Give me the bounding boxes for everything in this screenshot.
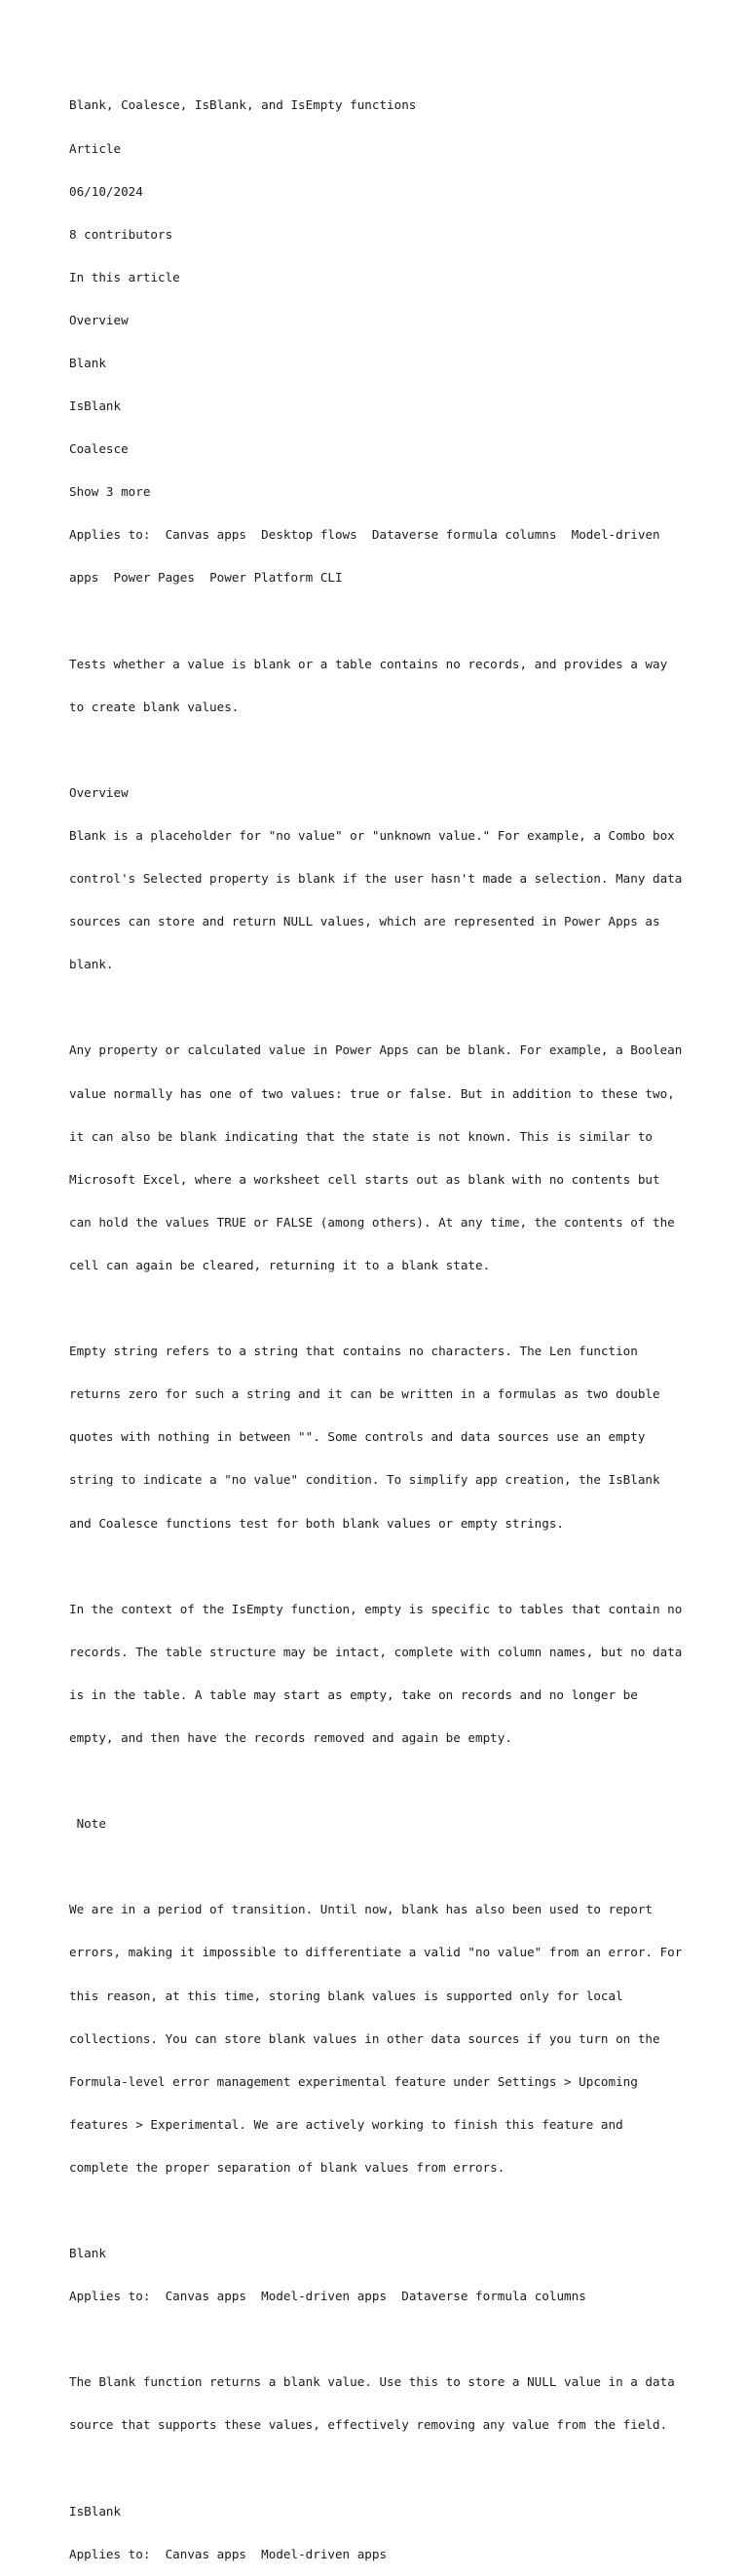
overview-heading: Overview [69,784,129,800]
contributors-link[interactable]: 8 contributors [69,226,173,242]
toc-item-blank[interactable]: Blank [69,355,106,370]
applies-model-driven-apps[interactable]: Model-driven apps [261,2546,388,2561]
paragraph-line: blank. [69,957,114,972]
show-more-button[interactable]: Show 3 more [69,484,151,500]
toc-item-overview[interactable]: Overview [69,312,129,327]
applies-to-label: Applies to: [69,2289,151,2304]
article-body [69,70,692,2576]
applies-desktop-flows[interactable]: Desktop flows [261,527,357,543]
paragraph-line: cell can again be cleared, returning it to a blank state. [69,1257,491,1272]
applies-model-driven-apps[interactable]: Model-driven apps [261,2289,388,2304]
article-type: Article [69,140,122,156]
paragraph-line: is in the table. A table may start as empty, take on records and no longer be [69,1686,638,1702]
applies-to-label: Applies to: [69,2546,151,2561]
note-line: errors, making it impossible to differentiate a valid "no value" from an error. For [69,1945,683,1960]
paragraph-line: value normally has one of two values: true or false. But in addition to these two, [69,1085,675,1101]
applies-power-platform-cli[interactable]: Power Platform CLI [209,570,343,586]
applies-power-pages[interactable]: Power Pages [113,570,195,586]
paragraph-line: In the context of the IsEmpty function, empty is specific to tables that contain no [69,1601,683,1616]
applies-to-line-1 [69,528,692,543]
note-line: features > Experimental. We are actively working to finish this feature and [69,2116,623,2132]
note-line: We are in a period of transition. Until now, blank has also been used to report [69,1902,653,1917]
paragraph-line: sources can store and return NULL values, which are represented in Power Apps as [69,914,660,929]
paragraph-line: Blank is a placeholder for "no value" or "unknown value." For example, a Combo box [69,828,675,843]
paragraph-line: source that supports these values, effectively removing any value from the field. [69,2417,668,2433]
toc-item-coalesce[interactable]: Coalesce [69,441,129,457]
applies-dataverse-formula-columns[interactable]: Dataverse formula columns [401,2289,586,2304]
paragraph-line: empty, and then have the records removed and again be empty. [69,1729,512,1745]
paragraph-line: control's Selected property is blank if the user hasn't made a selection. Many data [69,871,683,887]
applies-to-label: Applies to: [69,527,151,543]
intro-line: Tests whether a value is blank or a table contains no records, and provides a way [69,656,668,671]
applies-model-driven[interactable]: Model-driven [571,527,660,543]
paragraph-line: The Blank function returns a blank value. Use this to store a NULL value in a data [69,2374,675,2390]
blank-applies-to [69,2290,692,2304]
article-date: 06/10/2024 [69,183,143,199]
note-label: Note [69,1816,106,1832]
applies-dataverse-formula-columns[interactable]: Dataverse formula columns [371,527,557,543]
paragraph-line: quotes with nothing in between "". Some controls and data sources use an empty [69,1429,646,1445]
note-line: this reason, at this time, storing blank values is supported only for local [69,1988,623,2003]
article-title: Blank, Coalesce, IsBlank, and IsEmpty functions [69,97,417,113]
note-line: collections. You can store blank values in other data sources if you turn on the [69,2030,660,2046]
paragraph-line: Empty string refers to a string that contains no characters. The Len function [69,1344,638,1359]
isblank-heading: IsBlank [69,2503,122,2519]
applies-canvas-apps[interactable]: Canvas apps [165,2546,246,2561]
note-line: complete the proper separation of blank values from errors. [69,2159,505,2175]
toc-item-isblank[interactable]: IsBlank [69,398,122,414]
paragraph-line: it can also be blank indicating that the state is not known. This is similar to [69,1128,653,1144]
applies-model-driven-cont[interactable]: apps [69,570,99,586]
toc-heading: In this article [69,269,180,284]
paragraph-line: and Coalesce functions test for both blank values or empty strings. [69,1515,564,1531]
applies-to-line-2 [69,571,692,586]
intro-line: to create blank values. [69,699,240,714]
paragraph-line: returns zero for such a string and it can be written in a formulas as two double [69,1386,660,1402]
applies-canvas-apps[interactable]: Canvas apps [165,2289,246,2304]
paragraph-line: can hold the values TRUE or FALSE (among others). At any time, the contents of the [69,1214,675,1230]
blank-heading: Blank [69,2246,106,2261]
paragraph-line: string to indicate a "no value" condition. To simplify app creation, the IsBlank [69,1472,660,1488]
paragraph-line: Microsoft Excel, where a worksheet cell starts out as blank with no contents but [69,1171,660,1187]
paragraph-line: Any property or calculated value in Power Apps can be blank. For example, a Boolean [69,1042,683,1058]
applies-canvas-apps[interactable]: Canvas apps [165,527,246,543]
isblank-applies-to [69,2548,692,2562]
note-line: Formula-level error management experimental feature under Settings > Upcoming [69,2073,638,2089]
paragraph-line: records. The table structure may be intact, complete with column names, but no data [69,1644,683,1659]
